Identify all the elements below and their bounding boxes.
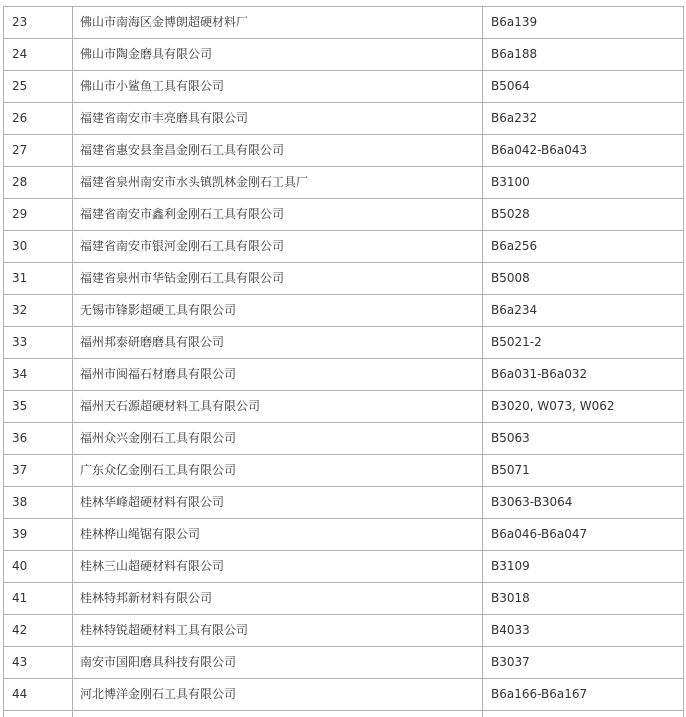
row-number: 43 (4, 647, 73, 679)
row-number: 40 (4, 551, 73, 583)
company-table (3, 6, 684, 717)
table-row (4, 199, 684, 231)
company-name: 佛山市小鲨鱼工具有限公司 (73, 71, 483, 103)
table-row (4, 71, 684, 103)
table-row (4, 583, 684, 615)
table-row (4, 39, 684, 71)
row-number: 44 (4, 679, 73, 711)
row-number: 39 (4, 519, 73, 551)
table-row (4, 487, 684, 519)
booth-code: B6a031-B6a032 (483, 359, 684, 391)
table-row (4, 295, 684, 327)
booth-code: B3018 (483, 583, 684, 615)
company-name: 无锡市锋影超硬工具有限公司 (73, 295, 483, 327)
table-row (4, 551, 684, 583)
company-name: 广东众亿金刚石工具有限公司 (73, 455, 483, 487)
company-name: 福建省惠安县奎昌金刚石工具有限公司 (73, 135, 483, 167)
company-name: 福州市闽福石材磨具有限公司 (73, 359, 483, 391)
row-number: 23 (4, 7, 73, 39)
booth-code: B3109 (483, 551, 684, 583)
company-name: 福州众兴金刚石工具有限公司 (73, 423, 483, 455)
company-name: 福建省泉州市华钻金刚石工具有限公司 (73, 263, 483, 295)
row-number: 36 (4, 423, 73, 455)
company-name: 福建省南安市鑫利金刚石工具有限公司 (73, 199, 483, 231)
table-row (4, 263, 684, 295)
table-row (4, 391, 684, 423)
booth-code: B6a042-B6a043 (483, 135, 684, 167)
row-number: 30 (4, 231, 73, 263)
table-row (4, 615, 684, 647)
table-row (4, 231, 684, 263)
table-row (4, 359, 684, 391)
booth-code: B5071 (483, 455, 684, 487)
table-row (4, 135, 684, 167)
company-name: 桂林三山超硬材料有限公司 (73, 551, 483, 583)
table-row (4, 647, 684, 679)
booth-code: B5063 (483, 423, 684, 455)
company-name: 南安市国阳磨具科技有限公司 (73, 647, 483, 679)
table-row (4, 7, 684, 39)
table-row (4, 455, 684, 487)
table-row (4, 327, 684, 359)
company-name: 福建省南安市丰亮磨具有限公司 (73, 103, 483, 135)
row-number: 31 (4, 263, 73, 295)
table-row (4, 167, 684, 199)
row-number: 33 (4, 327, 73, 359)
company-name: 佛山市南海区金博朗超硬材料厂 (73, 7, 483, 39)
booth-code: B5028 (483, 199, 684, 231)
row-number: 24 (4, 39, 73, 71)
table-row (4, 519, 684, 551)
company-name: 福建省泉州南安市水头镇凯林金刚石工具厂 (73, 167, 483, 199)
company-table-body (4, 7, 684, 717)
row-number: 25 (4, 71, 73, 103)
row-number: 37 (4, 455, 73, 487)
company-name: 桂林华峰超硬材料有限公司 (73, 487, 483, 519)
company-name: 福州邦泰研磨磨具有限公司 (73, 327, 483, 359)
table-row (4, 103, 684, 135)
booth-code: B3020, W073, W062 (483, 391, 684, 423)
booth-code: B3100 (483, 167, 684, 199)
row-number: 28 (4, 167, 73, 199)
company-name: 佛山市陶金磨具有限公司 (73, 39, 483, 71)
row-number: 27 (4, 135, 73, 167)
booth-code: B5021-2 (483, 327, 684, 359)
table-row (4, 679, 684, 711)
row-number: 34 (4, 359, 73, 391)
booth-code: B6a188 (483, 39, 684, 71)
row-number: 38 (4, 487, 73, 519)
booth-code: B4033 (483, 615, 684, 647)
booth-code: B6a139 (483, 7, 684, 39)
row-number: 32 (4, 295, 73, 327)
company-name: 福建省南安市银河金刚石工具有限公司 (73, 231, 483, 263)
row-number: 26 (4, 103, 73, 135)
booth-code: B5064 (483, 71, 684, 103)
company-name: 福州天石源超硬材料工具有限公司 (73, 391, 483, 423)
row-number: 35 (4, 391, 73, 423)
company-name: 桂林特锐超硬材料工具有限公司 (73, 615, 483, 647)
company-name: 河北博洋金刚石工具有限公司 (73, 679, 483, 711)
table-row (4, 423, 684, 455)
booth-code: B3063-B3064 (483, 487, 684, 519)
booth-code: B6a166-B6a167 (483, 679, 684, 711)
booth-code: B6a232 (483, 103, 684, 135)
company-name: 桂林桦山绳锯有限公司 (73, 519, 483, 551)
company-table-container (3, 6, 683, 717)
row-number: 42 (4, 615, 73, 647)
booth-code: B6a234 (483, 295, 684, 327)
booth-code: B6a046-B6a047 (483, 519, 684, 551)
row-number: 41 (4, 583, 73, 615)
booth-code: B5008 (483, 263, 684, 295)
booth-code: B6a256 (483, 231, 684, 263)
booth-code: B3037 (483, 647, 684, 679)
row-number: 29 (4, 199, 73, 231)
company-name: 桂林特邦新材料有限公司 (73, 583, 483, 615)
